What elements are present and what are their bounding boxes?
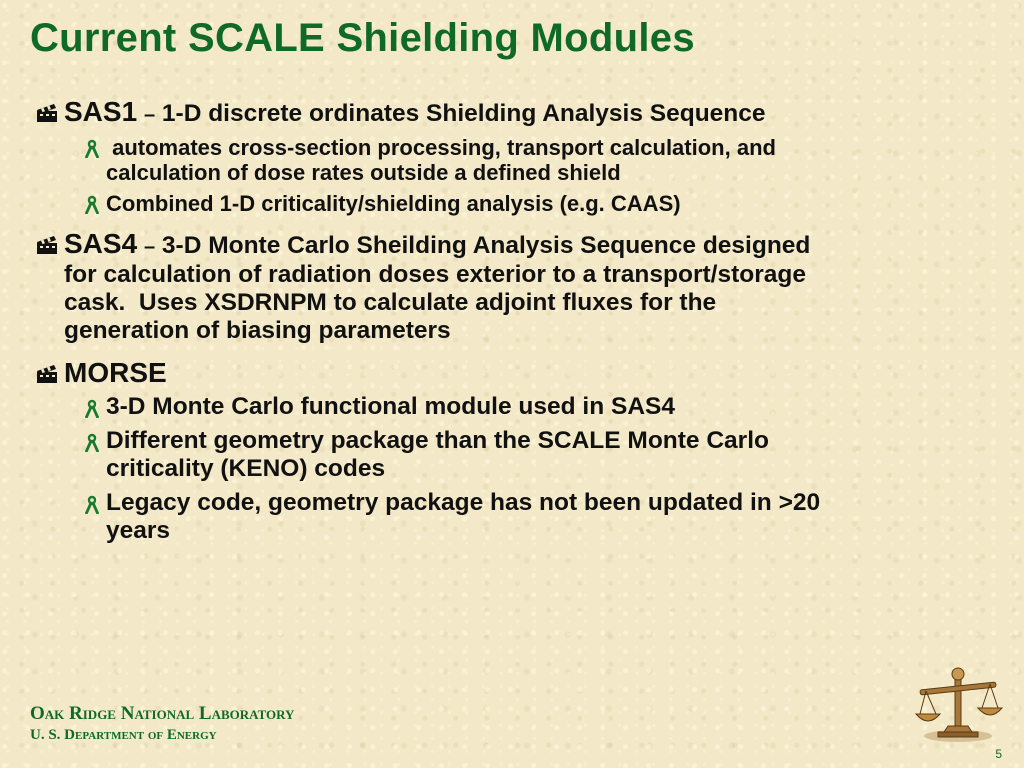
sub-bullet-line: years	[106, 517, 171, 544]
bullet-text: 1-D discrete ordinates Shielding Analysis Sequence	[161, 100, 766, 127]
bullet-text: generation of biasing parameters	[64, 317, 451, 344]
bullet-morse	[34, 359, 994, 389]
sub-bullet-sas1-automates	[34, 135, 994, 185]
page-number: 5	[995, 747, 1002, 761]
sub-bullet-line: criticality (KENO) codes	[106, 455, 386, 482]
footer-org: Oak Ridge National Laboratory	[30, 703, 295, 724]
bullet-sas4	[34, 230, 994, 345]
ribbon-icon	[84, 433, 100, 452]
bullet-keyword: MORSE	[64, 357, 167, 388]
sub-bullet-line: calculation of dose rates outside a defined shield	[106, 160, 621, 185]
ribbon-icon	[84, 195, 100, 214]
bullet-keyword: SAS1	[64, 96, 138, 127]
bullet-keyword: SAS4	[64, 228, 138, 259]
footer	[30, 702, 294, 745]
sub-bullet-line: Legacy code, geometry package has not been updated in >20	[106, 489, 821, 516]
slide-title: Current SCALE Shielding Modules	[30, 16, 695, 60]
sub-bullet-line: automates cross-section processing, transport calculation, and	[106, 135, 776, 160]
ribbon-icon	[84, 399, 100, 418]
sub-bullet-morse-legacy	[34, 489, 994, 545]
sub-bullet-morse-3d	[34, 393, 994, 421]
bullet-text: for calculation of radiation doses exterior to a transport/storage	[64, 261, 806, 288]
sub-bullet-line: Combined 1-D criticality/shielding analysis (e.g. CAAS)	[106, 191, 681, 216]
sub-bullet-line: Different geometry package than the SCALE Monte Carlo	[106, 427, 769, 454]
bullet-sas1	[34, 98, 994, 129]
sub-bullet-morse-geometry	[34, 427, 994, 483]
clapperboard-icon	[36, 364, 58, 384]
sub-bullet-line: 3-D Monte Carlo functional module used in SAS4	[106, 393, 675, 420]
clapperboard-icon	[36, 235, 58, 255]
sub-bullet-sas1-combined	[34, 191, 994, 216]
ribbon-icon	[84, 495, 100, 514]
slide-content	[34, 98, 994, 545]
clapperboard-icon	[36, 103, 58, 123]
scales-of-justice-icon	[910, 666, 1006, 744]
footer-dept: U. S. Department of Energy	[30, 727, 217, 743]
bullet-text: 3-D Monte Carlo Sheilding Analysis Sequence designed	[161, 232, 811, 259]
bullet-dash: –	[143, 236, 156, 258]
bullet-dash: –	[143, 104, 156, 126]
ribbon-icon	[84, 139, 100, 158]
bullet-text: cask. Uses XSDRNPM to calculate adjoint fluxes for the	[64, 289, 717, 316]
